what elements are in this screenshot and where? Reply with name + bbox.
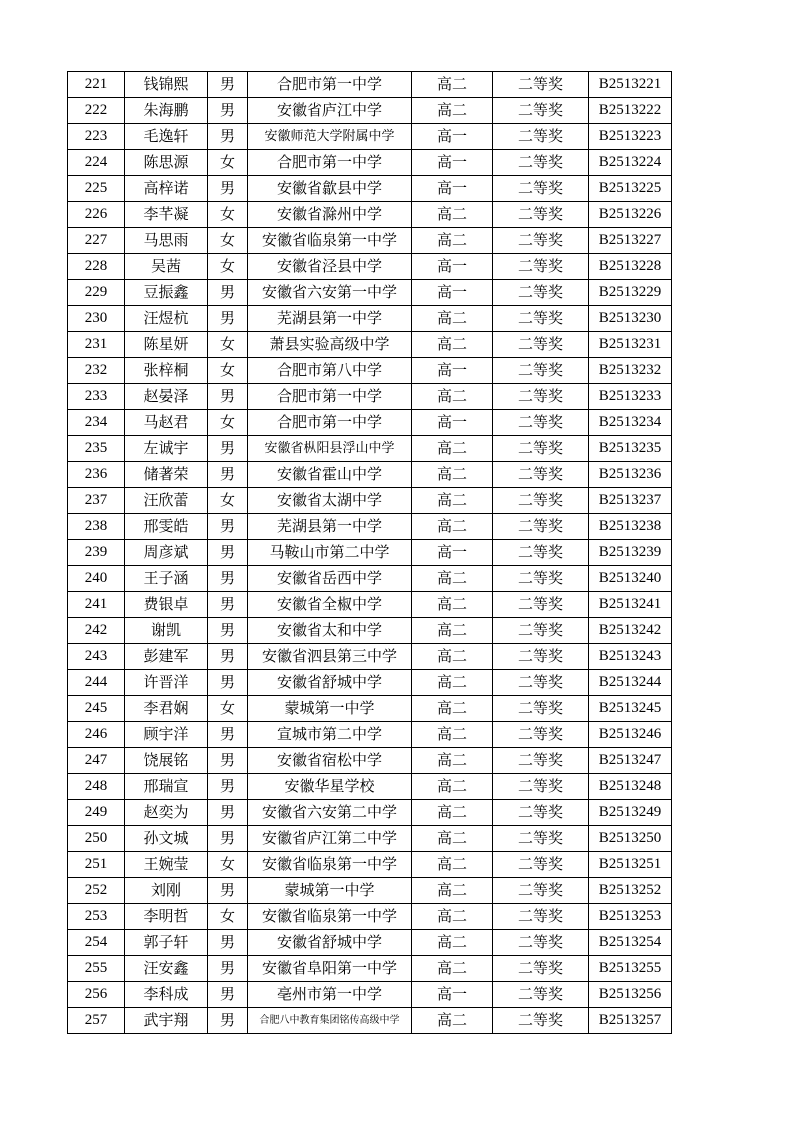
award-level-cell: 二等奖 bbox=[493, 852, 589, 878]
certificate-id-cell: B2513231 bbox=[589, 332, 672, 358]
grade-cell: 高二 bbox=[412, 202, 493, 228]
table-row bbox=[68, 384, 672, 410]
school-cell: 芜湖县第一中学 bbox=[248, 514, 412, 540]
serial-number-cell: 229 bbox=[68, 280, 125, 306]
serial-number-cell: 246 bbox=[68, 722, 125, 748]
grade-cell: 高二 bbox=[412, 956, 493, 982]
serial-number-cell: 237 bbox=[68, 488, 125, 514]
grade-cell: 高二 bbox=[412, 722, 493, 748]
table-row bbox=[68, 254, 672, 280]
award-level-cell: 二等奖 bbox=[493, 436, 589, 462]
serial-number-cell: 231 bbox=[68, 332, 125, 358]
grade-cell: 高二 bbox=[412, 696, 493, 722]
gender-cell: 男 bbox=[208, 878, 248, 904]
certificate-id-cell: B2513249 bbox=[589, 800, 672, 826]
serial-number-cell: 234 bbox=[68, 410, 125, 436]
school-cell: 安徽省临泉第一中学 bbox=[248, 852, 412, 878]
grade-cell: 高二 bbox=[412, 462, 493, 488]
school-cell: 安徽省阜阳第一中学 bbox=[248, 956, 412, 982]
table-row bbox=[68, 696, 672, 722]
table-row bbox=[68, 488, 672, 514]
student-name-cell: 李科成 bbox=[125, 982, 208, 1008]
school-cell: 安徽省六安第二中学 bbox=[248, 800, 412, 826]
award-level-cell: 二等奖 bbox=[493, 176, 589, 202]
student-name-cell: 赵奕为 bbox=[125, 800, 208, 826]
grade-cell: 高二 bbox=[412, 98, 493, 124]
school-cell: 安徽省六安第一中学 bbox=[248, 280, 412, 306]
serial-number-cell: 235 bbox=[68, 436, 125, 462]
gender-cell: 男 bbox=[208, 826, 248, 852]
school-cell: 宣城市第二中学 bbox=[248, 722, 412, 748]
certificate-id-cell: B2513253 bbox=[589, 904, 672, 930]
award-level-cell: 二等奖 bbox=[493, 488, 589, 514]
award-level-cell: 二等奖 bbox=[493, 956, 589, 982]
serial-number-cell: 232 bbox=[68, 358, 125, 384]
school-cell: 合肥市第一中学 bbox=[248, 410, 412, 436]
grade-cell: 高一 bbox=[412, 540, 493, 566]
gender-cell: 男 bbox=[208, 540, 248, 566]
student-name-cell: 王子涵 bbox=[125, 566, 208, 592]
table-row bbox=[68, 618, 672, 644]
grade-cell: 高二 bbox=[412, 748, 493, 774]
student-name-cell: 汪欣蕾 bbox=[125, 488, 208, 514]
gender-cell: 男 bbox=[208, 306, 248, 332]
table-row bbox=[68, 982, 672, 1008]
serial-number-cell: 252 bbox=[68, 878, 125, 904]
student-name-cell: 陈星妍 bbox=[125, 332, 208, 358]
certificate-id-cell: B2513257 bbox=[589, 1008, 672, 1034]
school-cell: 安徽省庐江第二中学 bbox=[248, 826, 412, 852]
certificate-id-cell: B2513229 bbox=[589, 280, 672, 306]
table-row bbox=[68, 202, 672, 228]
school-cell: 马鞍山市第二中学 bbox=[248, 540, 412, 566]
award-level-cell: 二等奖 bbox=[493, 540, 589, 566]
certificate-id-cell: B2513245 bbox=[589, 696, 672, 722]
grade-cell: 高一 bbox=[412, 150, 493, 176]
table-row bbox=[68, 176, 672, 202]
award-level-cell: 二等奖 bbox=[493, 98, 589, 124]
gender-cell: 男 bbox=[208, 670, 248, 696]
gender-cell: 男 bbox=[208, 930, 248, 956]
table-row bbox=[68, 956, 672, 982]
table-row bbox=[68, 280, 672, 306]
school-cell: 安徽省全椒中学 bbox=[248, 592, 412, 618]
grade-cell: 高二 bbox=[412, 904, 493, 930]
certificate-id-cell: B2513234 bbox=[589, 410, 672, 436]
grade-cell: 高二 bbox=[412, 306, 493, 332]
school-cell: 安徽省歙县中学 bbox=[248, 176, 412, 202]
grade-cell: 高二 bbox=[412, 332, 493, 358]
student-name-cell: 饶展铭 bbox=[125, 748, 208, 774]
student-name-cell: 陈思源 bbox=[125, 150, 208, 176]
student-name-cell: 李芊凝 bbox=[125, 202, 208, 228]
certificate-id-cell: B2513241 bbox=[589, 592, 672, 618]
table-row bbox=[68, 592, 672, 618]
serial-number-cell: 253 bbox=[68, 904, 125, 930]
student-name-cell: 王婉莹 bbox=[125, 852, 208, 878]
table-row bbox=[68, 904, 672, 930]
student-name-cell: 汪煜杭 bbox=[125, 306, 208, 332]
table-row bbox=[68, 514, 672, 540]
gender-cell: 男 bbox=[208, 566, 248, 592]
award-level-cell: 二等奖 bbox=[493, 696, 589, 722]
award-level-cell: 二等奖 bbox=[493, 410, 589, 436]
school-cell: 合肥市第一中学 bbox=[248, 384, 412, 410]
student-name-cell: 李明哲 bbox=[125, 904, 208, 930]
award-level-cell: 二等奖 bbox=[493, 358, 589, 384]
school-cell: 安徽省滁州中学 bbox=[248, 202, 412, 228]
gender-cell: 男 bbox=[208, 124, 248, 150]
gender-cell: 男 bbox=[208, 774, 248, 800]
gender-cell: 女 bbox=[208, 332, 248, 358]
certificate-id-cell: B2513224 bbox=[589, 150, 672, 176]
table-row bbox=[68, 722, 672, 748]
award-table-body bbox=[68, 72, 672, 1034]
certificate-id-cell: B2513230 bbox=[589, 306, 672, 332]
certificate-id-cell: B2513250 bbox=[589, 826, 672, 852]
serial-number-cell: 240 bbox=[68, 566, 125, 592]
serial-number-cell: 226 bbox=[68, 202, 125, 228]
certificate-id-cell: B2513236 bbox=[589, 462, 672, 488]
table-row bbox=[68, 540, 672, 566]
table-row bbox=[68, 670, 672, 696]
serial-number-cell: 250 bbox=[68, 826, 125, 852]
student-name-cell: 刘刚 bbox=[125, 878, 208, 904]
certificate-id-cell: B2513244 bbox=[589, 670, 672, 696]
school-cell: 蒙城第一中学 bbox=[248, 878, 412, 904]
school-cell: 合肥市第一中学 bbox=[248, 72, 412, 98]
award-level-cell: 二等奖 bbox=[493, 592, 589, 618]
gender-cell: 男 bbox=[208, 436, 248, 462]
award-level-cell: 二等奖 bbox=[493, 774, 589, 800]
grade-cell: 高二 bbox=[412, 566, 493, 592]
gender-cell: 男 bbox=[208, 176, 248, 202]
table-row bbox=[68, 748, 672, 774]
table-row bbox=[68, 410, 672, 436]
school-cell: 安徽省太湖中学 bbox=[248, 488, 412, 514]
gender-cell: 男 bbox=[208, 514, 248, 540]
student-name-cell: 吴茜 bbox=[125, 254, 208, 280]
grade-cell: 高二 bbox=[412, 852, 493, 878]
gender-cell: 男 bbox=[208, 982, 248, 1008]
grade-cell: 高二 bbox=[412, 644, 493, 670]
table-row bbox=[68, 800, 672, 826]
gender-cell: 女 bbox=[208, 852, 248, 878]
grade-cell: 高二 bbox=[412, 774, 493, 800]
gender-cell: 女 bbox=[208, 488, 248, 514]
student-name-cell: 毛逸轩 bbox=[125, 124, 208, 150]
school-cell: 合肥市第八中学 bbox=[248, 358, 412, 384]
certificate-id-cell: B2513240 bbox=[589, 566, 672, 592]
grade-cell: 高一 bbox=[412, 254, 493, 280]
certificate-id-cell: B2513235 bbox=[589, 436, 672, 462]
award-level-cell: 二等奖 bbox=[493, 930, 589, 956]
student-name-cell: 邢瑞宣 bbox=[125, 774, 208, 800]
gender-cell: 男 bbox=[208, 592, 248, 618]
award-level-cell: 二等奖 bbox=[493, 878, 589, 904]
table-row bbox=[68, 774, 672, 800]
award-level-cell: 二等奖 bbox=[493, 254, 589, 280]
certificate-id-cell: B2513243 bbox=[589, 644, 672, 670]
grade-cell: 高一 bbox=[412, 982, 493, 1008]
award-level-cell: 二等奖 bbox=[493, 124, 589, 150]
grade-cell: 高二 bbox=[412, 826, 493, 852]
award-level-cell: 二等奖 bbox=[493, 618, 589, 644]
school-cell: 芜湖县第一中学 bbox=[248, 306, 412, 332]
school-cell: 亳州市第一中学 bbox=[248, 982, 412, 1008]
student-name-cell: 豆振鑫 bbox=[125, 280, 208, 306]
award-level-cell: 二等奖 bbox=[493, 722, 589, 748]
gender-cell: 男 bbox=[208, 800, 248, 826]
gender-cell: 女 bbox=[208, 904, 248, 930]
table-row bbox=[68, 150, 672, 176]
school-cell: 安徽省枞阳县浮山中学 bbox=[248, 436, 412, 462]
certificate-id-cell: B2513239 bbox=[589, 540, 672, 566]
grade-cell: 高二 bbox=[412, 800, 493, 826]
school-cell: 安徽省泗县第三中学 bbox=[248, 644, 412, 670]
student-name-cell: 郭子轩 bbox=[125, 930, 208, 956]
student-name-cell: 左诚宇 bbox=[125, 436, 208, 462]
gender-cell: 女 bbox=[208, 358, 248, 384]
certificate-id-cell: B2513232 bbox=[589, 358, 672, 384]
student-name-cell: 彭建军 bbox=[125, 644, 208, 670]
gender-cell: 男 bbox=[208, 1008, 248, 1034]
grade-cell: 高二 bbox=[412, 592, 493, 618]
school-cell: 安徽省临泉第一中学 bbox=[248, 904, 412, 930]
award-level-cell: 二等奖 bbox=[493, 1008, 589, 1034]
award-level-cell: 二等奖 bbox=[493, 462, 589, 488]
grade-cell: 高二 bbox=[412, 488, 493, 514]
serial-number-cell: 244 bbox=[68, 670, 125, 696]
school-cell: 安徽省舒城中学 bbox=[248, 930, 412, 956]
grade-cell: 高二 bbox=[412, 878, 493, 904]
student-name-cell: 马思雨 bbox=[125, 228, 208, 254]
award-level-cell: 二等奖 bbox=[493, 202, 589, 228]
serial-number-cell: 257 bbox=[68, 1008, 125, 1034]
certificate-id-cell: B2513225 bbox=[589, 176, 672, 202]
student-name-cell: 储著荣 bbox=[125, 462, 208, 488]
certificate-id-cell: B2513233 bbox=[589, 384, 672, 410]
serial-number-cell: 254 bbox=[68, 930, 125, 956]
certificate-id-cell: B2513242 bbox=[589, 618, 672, 644]
school-cell: 合肥市第一中学 bbox=[248, 150, 412, 176]
gender-cell: 男 bbox=[208, 72, 248, 98]
serial-number-cell: 251 bbox=[68, 852, 125, 878]
gender-cell: 女 bbox=[208, 696, 248, 722]
serial-number-cell: 256 bbox=[68, 982, 125, 1008]
school-cell: 安徽省庐江中学 bbox=[248, 98, 412, 124]
serial-number-cell: 247 bbox=[68, 748, 125, 774]
grade-cell: 高一 bbox=[412, 358, 493, 384]
student-name-cell: 孙文城 bbox=[125, 826, 208, 852]
grade-cell: 高二 bbox=[412, 72, 493, 98]
gender-cell: 女 bbox=[208, 150, 248, 176]
serial-number-cell: 245 bbox=[68, 696, 125, 722]
certificate-id-cell: B2513223 bbox=[589, 124, 672, 150]
gender-cell: 男 bbox=[208, 98, 248, 124]
certificate-id-cell: B2513238 bbox=[589, 514, 672, 540]
award-level-cell: 二等奖 bbox=[493, 800, 589, 826]
table-row bbox=[68, 228, 672, 254]
award-level-cell: 二等奖 bbox=[493, 982, 589, 1008]
table-row bbox=[68, 878, 672, 904]
student-name-cell: 谢凯 bbox=[125, 618, 208, 644]
certificate-id-cell: B2513222 bbox=[589, 98, 672, 124]
grade-cell: 高二 bbox=[412, 618, 493, 644]
school-cell: 安徽省临泉第一中学 bbox=[248, 228, 412, 254]
table-row bbox=[68, 306, 672, 332]
certificate-id-cell: B2513228 bbox=[589, 254, 672, 280]
serial-number-cell: 236 bbox=[68, 462, 125, 488]
gender-cell: 女 bbox=[208, 202, 248, 228]
grade-cell: 高一 bbox=[412, 280, 493, 306]
certificate-id-cell: B2513221 bbox=[589, 72, 672, 98]
serial-number-cell: 228 bbox=[68, 254, 125, 280]
gender-cell: 男 bbox=[208, 722, 248, 748]
student-name-cell: 朱海鹏 bbox=[125, 98, 208, 124]
certificate-id-cell: B2513247 bbox=[589, 748, 672, 774]
serial-number-cell: 223 bbox=[68, 124, 125, 150]
serial-number-cell: 248 bbox=[68, 774, 125, 800]
serial-number-cell: 233 bbox=[68, 384, 125, 410]
serial-number-cell: 225 bbox=[68, 176, 125, 202]
award-level-cell: 二等奖 bbox=[493, 514, 589, 540]
gender-cell: 男 bbox=[208, 384, 248, 410]
grade-cell: 高二 bbox=[412, 1008, 493, 1034]
student-name-cell: 李君娴 bbox=[125, 696, 208, 722]
gender-cell: 男 bbox=[208, 644, 248, 670]
gender-cell: 男 bbox=[208, 462, 248, 488]
serial-number-cell: 227 bbox=[68, 228, 125, 254]
student-name-cell: 费银卓 bbox=[125, 592, 208, 618]
award-level-cell: 二等奖 bbox=[493, 280, 589, 306]
gender-cell: 男 bbox=[208, 748, 248, 774]
gender-cell: 男 bbox=[208, 956, 248, 982]
gender-cell: 女 bbox=[208, 254, 248, 280]
table-row bbox=[68, 358, 672, 384]
table-row bbox=[68, 566, 672, 592]
award-level-cell: 二等奖 bbox=[493, 748, 589, 774]
grade-cell: 高二 bbox=[412, 930, 493, 956]
certificate-id-cell: B2513256 bbox=[589, 982, 672, 1008]
serial-number-cell: 238 bbox=[68, 514, 125, 540]
award-level-cell: 二等奖 bbox=[493, 904, 589, 930]
table-row bbox=[68, 930, 672, 956]
grade-cell: 高二 bbox=[412, 514, 493, 540]
award-level-cell: 二等奖 bbox=[493, 150, 589, 176]
table-row bbox=[68, 72, 672, 98]
school-cell: 安徽华星学校 bbox=[248, 774, 412, 800]
award-level-cell: 二等奖 bbox=[493, 332, 589, 358]
serial-number-cell: 243 bbox=[68, 644, 125, 670]
certificate-id-cell: B2513226 bbox=[589, 202, 672, 228]
grade-cell: 高二 bbox=[412, 384, 493, 410]
grade-cell: 高一 bbox=[412, 124, 493, 150]
table-row bbox=[68, 644, 672, 670]
gender-cell: 女 bbox=[208, 410, 248, 436]
student-name-cell: 高梓诺 bbox=[125, 176, 208, 202]
certificate-id-cell: B2513237 bbox=[589, 488, 672, 514]
award-level-cell: 二等奖 bbox=[493, 826, 589, 852]
certificate-id-cell: B2513246 bbox=[589, 722, 672, 748]
student-name-cell: 马赵君 bbox=[125, 410, 208, 436]
grade-cell: 高一 bbox=[412, 176, 493, 202]
award-level-cell: 二等奖 bbox=[493, 670, 589, 696]
serial-number-cell: 222 bbox=[68, 98, 125, 124]
student-name-cell: 武宇翔 bbox=[125, 1008, 208, 1034]
student-name-cell: 周彦斌 bbox=[125, 540, 208, 566]
school-cell: 萧县实验高级中学 bbox=[248, 332, 412, 358]
table-row bbox=[68, 124, 672, 150]
table-row bbox=[68, 98, 672, 124]
student-name-cell: 汪安鑫 bbox=[125, 956, 208, 982]
school-cell: 蒙城第一中学 bbox=[248, 696, 412, 722]
table-row bbox=[68, 852, 672, 878]
school-cell: 安徽省泾县中学 bbox=[248, 254, 412, 280]
serial-number-cell: 224 bbox=[68, 150, 125, 176]
certificate-id-cell: B2513252 bbox=[589, 878, 672, 904]
gender-cell: 女 bbox=[208, 228, 248, 254]
serial-number-cell: 230 bbox=[68, 306, 125, 332]
school-cell: 安徽省舒城中学 bbox=[248, 670, 412, 696]
award-level-cell: 二等奖 bbox=[493, 72, 589, 98]
table-row bbox=[68, 1008, 672, 1034]
serial-number-cell: 239 bbox=[68, 540, 125, 566]
award-level-cell: 二等奖 bbox=[493, 306, 589, 332]
gender-cell: 男 bbox=[208, 280, 248, 306]
award-level-cell: 二等奖 bbox=[493, 228, 589, 254]
student-name-cell: 赵晏泽 bbox=[125, 384, 208, 410]
school-cell: 合肥八中教育集团铭传高级中学 bbox=[248, 1008, 412, 1034]
table-row bbox=[68, 462, 672, 488]
gender-cell: 男 bbox=[208, 618, 248, 644]
grade-cell: 高二 bbox=[412, 670, 493, 696]
student-name-cell: 张梓桐 bbox=[125, 358, 208, 384]
grade-cell: 高一 bbox=[412, 410, 493, 436]
certificate-id-cell: B2513251 bbox=[589, 852, 672, 878]
award-level-cell: 二等奖 bbox=[493, 384, 589, 410]
student-name-cell: 邢雯皓 bbox=[125, 514, 208, 540]
certificate-id-cell: B2513248 bbox=[589, 774, 672, 800]
award-level-cell: 二等奖 bbox=[493, 644, 589, 670]
school-cell: 安徽省霍山中学 bbox=[248, 462, 412, 488]
grade-cell: 高二 bbox=[412, 436, 493, 462]
award-level-cell: 二等奖 bbox=[493, 566, 589, 592]
serial-number-cell: 221 bbox=[68, 72, 125, 98]
serial-number-cell: 242 bbox=[68, 618, 125, 644]
student-name-cell: 许晋洋 bbox=[125, 670, 208, 696]
certificate-id-cell: B2513254 bbox=[589, 930, 672, 956]
certificate-id-cell: B2513227 bbox=[589, 228, 672, 254]
award-list-table bbox=[67, 71, 672, 1034]
grade-cell: 高二 bbox=[412, 228, 493, 254]
serial-number-cell: 249 bbox=[68, 800, 125, 826]
table-row bbox=[68, 332, 672, 358]
school-cell: 安徽省宿松中学 bbox=[248, 748, 412, 774]
certificate-id-cell: B2513255 bbox=[589, 956, 672, 982]
student-name-cell: 钱锦熙 bbox=[125, 72, 208, 98]
school-cell: 安徽省岳西中学 bbox=[248, 566, 412, 592]
table-row bbox=[68, 436, 672, 462]
table-row bbox=[68, 826, 672, 852]
serial-number-cell: 255 bbox=[68, 956, 125, 982]
school-cell: 安徽省太和中学 bbox=[248, 618, 412, 644]
student-name-cell: 顾宇洋 bbox=[125, 722, 208, 748]
serial-number-cell: 241 bbox=[68, 592, 125, 618]
school-cell: 安徽师范大学附属中学 bbox=[248, 124, 412, 150]
